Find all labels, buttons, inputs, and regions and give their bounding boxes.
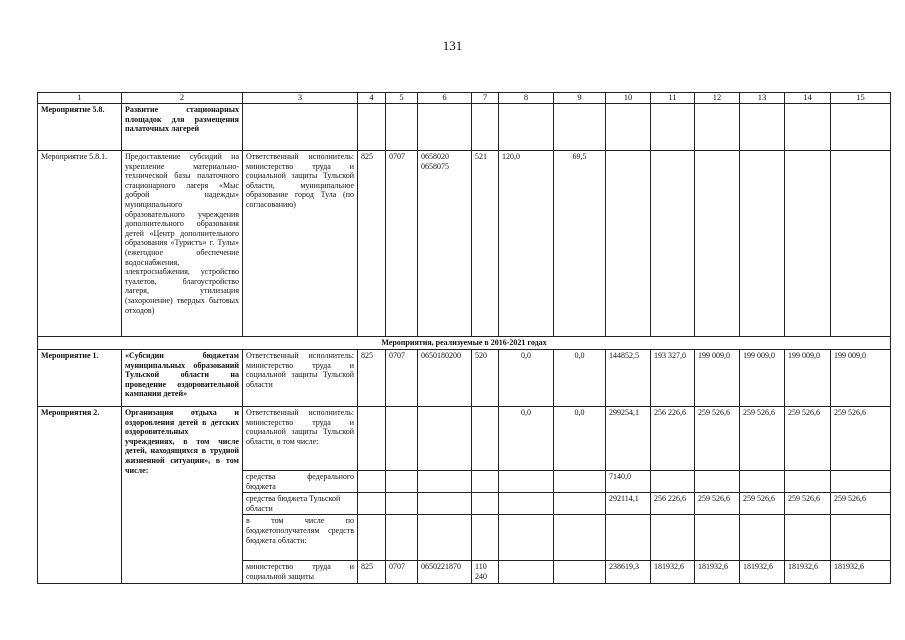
cell-value: 240 — [475, 571, 487, 581]
col-header: 8 — [499, 93, 554, 104]
col-header: 7 — [472, 93, 499, 104]
cell-value: 120,0 — [499, 151, 554, 337]
col-header: 13 — [740, 93, 785, 104]
col-header: 12 — [695, 93, 740, 104]
table-row — [38, 350, 891, 407]
cell-value: 292114,1 — [606, 493, 651, 515]
cell-value: 259 526,6 — [831, 407, 891, 471]
cell-value: 0650221870 — [418, 561, 472, 583]
cell-value: 259 526,6 — [785, 493, 831, 515]
cell-value: 0707 — [386, 350, 418, 407]
cell-value: 825 — [358, 350, 386, 407]
measure-name: Мероприятие 5.8. — [38, 104, 122, 151]
cell-value: 199 009,0 — [695, 350, 740, 407]
funding-source-label: в том числе по бюджетополучателям средств бюджета области: — [243, 515, 358, 561]
executor: Ответственный исполнитель: министерство труда и социальной защиты Тульской области, муниципальное образование город Тула (по согласованию) — [243, 151, 358, 337]
col-header: 15 — [831, 93, 891, 104]
cell-value: 199 009,0 — [785, 350, 831, 407]
cell-value: 256 226,6 — [651, 407, 695, 471]
col-header: 10 — [606, 93, 651, 104]
cell-value: 110 — [475, 562, 487, 572]
cell-value: 0650180200 — [418, 350, 472, 407]
section-title: Мероприятия, реализуемые в 2016-2021 годах — [38, 337, 891, 350]
measure-name: Мероприятия 2. — [38, 407, 122, 584]
cell-value: 199 009,0 — [740, 350, 785, 407]
cell-value: 259 526,6 — [831, 493, 891, 515]
cell-value: 256 226,6 — [651, 493, 695, 515]
cell-value: 825 — [358, 561, 386, 583]
cell-value: 193 327,0 — [651, 350, 695, 407]
col-header: 9 — [554, 93, 606, 104]
section-row — [38, 337, 891, 350]
measure-description: Предоставление субсидий на укрепление материально-технической базы палаточного стационарного лагеря «Мыс доброй надежды» муниципального образовательного учреждения дополнительного образования детей «Центр дополнительного образования «Туристъ» г. Тулы» (ежегодное обеспечение водоснабжения, электроснабжения, устройство туалетов, благоустройство лагеря, утилизация (захоронение) твердых бытовых отходов) — [122, 151, 243, 337]
measure-title: Развитие стационарных площадок для размещения палаточных лагерей — [122, 104, 243, 151]
cell-value: 299254,1 — [606, 407, 651, 471]
cell-value — [418, 151, 472, 337]
cell-value: 0,0 — [554, 407, 606, 471]
cell-value: 259 526,6 — [785, 407, 831, 471]
measure-title: «Субсидии бюджетам муниципальных образований Тульской области на проведение оздоровительной кампании детей» — [122, 350, 243, 407]
cell-value: 0707 — [386, 561, 418, 583]
cell-value: 259 526,6 — [695, 407, 740, 471]
cell-value: 199 009,0 — [831, 350, 891, 407]
cell-value: 259 526,6 — [695, 493, 740, 515]
program-table — [37, 92, 891, 584]
measure-name: Мероприятие 1. — [38, 350, 122, 407]
funding-source-label: средства бюджета Тульской области — [243, 493, 358, 515]
cell-value: 520 — [472, 350, 499, 407]
cell-value: 181932,6 — [740, 561, 785, 583]
cell-value: 181932,6 — [651, 561, 695, 583]
cell-value: 0,0 — [499, 350, 554, 407]
table-row — [38, 151, 891, 337]
page-number: 131 — [442, 38, 463, 53]
col-header: 4 — [358, 93, 386, 104]
cell-value: 0658075 — [421, 161, 449, 171]
col-header: 1 — [38, 93, 122, 104]
cell-value: 69,5 — [554, 151, 606, 337]
cell-value: 181932,6 — [831, 561, 891, 583]
cell-value: 0,0 — [554, 350, 606, 407]
cell-value: 521 — [472, 151, 499, 337]
executor: Ответственный исполнитель: министерство труда и социальной защиты Тульской области, в том числе: — [243, 407, 358, 471]
cell-value: 0658020 — [421, 152, 449, 161]
funding-source-label: средства федерального бюджета — [243, 471, 358, 493]
cell-value: 181932,6 — [695, 561, 740, 583]
col-header: 11 — [651, 93, 695, 104]
measure-name: Мероприятие 5.8.1. — [38, 151, 122, 337]
cell-value: 238619,3 — [606, 561, 651, 583]
cell-value: 825 — [358, 151, 386, 337]
cell-value: 0707 — [386, 151, 418, 337]
cell-value — [472, 561, 499, 583]
cell-value: 7140,0 — [606, 471, 651, 493]
col-header: 2 — [122, 93, 243, 104]
cell-value: 259 526,6 — [740, 407, 785, 471]
col-header: 5 — [386, 93, 418, 104]
funding-source-label: министерство труда и социальной защиты — [243, 561, 358, 583]
col-header: 14 — [785, 93, 831, 104]
col-header: 3 — [243, 93, 358, 104]
table-row — [38, 407, 891, 471]
measure-title: Организация отдыха и оздоровления детей в детских оздоровительных учреждениях, в том числе детей, находящихся в трудной жизненной ситуации», в том числе: — [122, 407, 243, 584]
executor: Ответственный исполнитель: министерство труда и социальной защиты Тульской области — [243, 350, 358, 407]
table-row — [38, 104, 891, 151]
cell-value: 259 526,6 — [740, 493, 785, 515]
header-row — [38, 93, 891, 104]
cell-value: 144852,5 — [606, 350, 651, 407]
cell-value: 181932,6 — [785, 561, 831, 583]
col-header: 6 — [418, 93, 472, 104]
cell-value: 0,0 — [499, 407, 554, 471]
